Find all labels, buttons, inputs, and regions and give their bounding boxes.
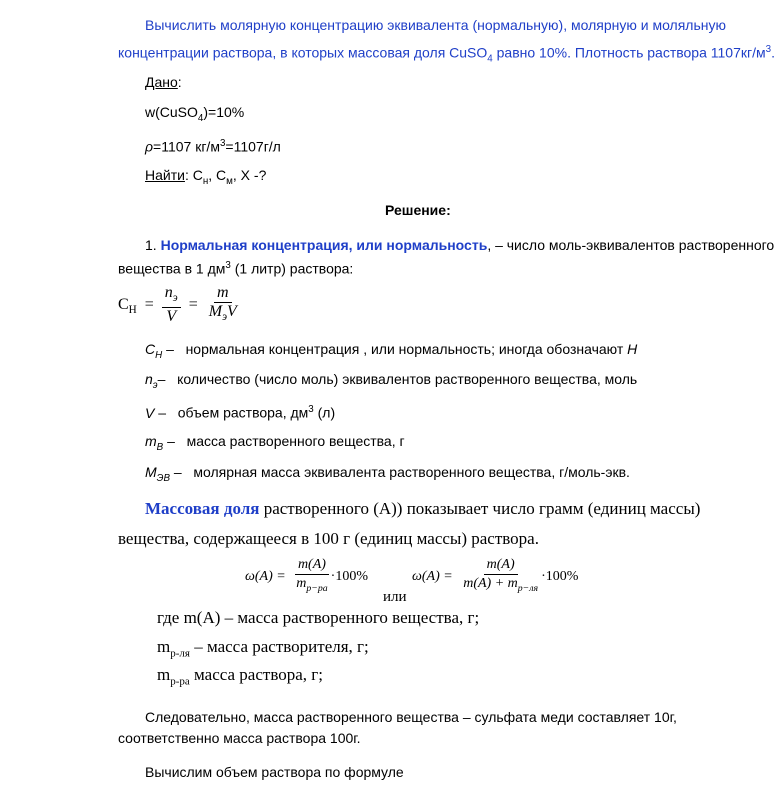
definition-equivalents: $n_э-$ количество (число моль) эквивалентов растворенного вещества, моль: [145, 371, 638, 391]
task-line-1: Вычислить молярную концентрацию эквивалента (нормальную), молярную и моляльную: [145, 17, 726, 33]
solution-heading: Решение:: [385, 202, 451, 218]
definition-normality: $C_H$ – нормальная концентрация , или нормальность; иногда обозначают Н: [145, 341, 638, 361]
given-density: ρ=1107 $кг/м^3=1107г/л$: [145, 138, 281, 155]
given-label: Дано:: [145, 74, 182, 90]
normality-definition-line-1: 1. Нормальная концентрация, или нормальность, – число моль-эквивалентов растворенного: [145, 237, 775, 253]
definition-equivalent-molar-mass: $M_{ЭB}$ – молярная масса эквивалента растворенного вещества, г/моль-экв.: [145, 464, 630, 484]
conclusion-line-2: соответственно масса раствора 100г.: [118, 730, 361, 746]
mass-fraction-formula-1: ω(A) = $\frac{m(A)}{m_{p-pa}}$ ·100%: [245, 557, 368, 594]
mass-fraction-line-2: вещества, содержащееся в 100 г (единиц массы) раствора.: [118, 529, 539, 548]
given-mass-fraction: w(CuSO$_4$)=10%: [145, 104, 245, 124]
mass-fraction-formula-2: ω(A) = $\frac{m(A)}{m(A) + m_{p-ля}}$ ·100%: [412, 557, 579, 594]
find-line: Найти: $С_н$, $С_м$, Х -?: [145, 167, 267, 187]
where-solvent-mass: $m_{р-ля}$ – масса растворителя, г;: [157, 637, 369, 660]
or-label: или: [383, 589, 407, 605]
conclusion-line-1: Следовательно, масса растворенного вещества – сульфата меди составляет 10г,: [145, 709, 677, 725]
mass-fraction-line-1: Массовая доля растворенного (А)) показывает число грамм (единиц массы): [145, 499, 701, 518]
definition-volume: V – объем раствора, $дм^3$ (л): [145, 404, 336, 421]
where-solute-mass: где m(A) – масса растворенного вещества, г;: [157, 608, 480, 627]
definition-solute-mass: $m_B$ – масса растворенного вещества, г: [145, 433, 405, 453]
volume-intro-line: Вычислим объем раствора по формуле: [145, 764, 404, 780]
normality-definition-line-2: вещества в 1 $дм^3$ (1 литр) раствора:: [118, 260, 354, 277]
normality-formula: $C_H$ = $\frac{n_э}{V}$ = $\frac{m}{M_эV}$: [118, 284, 237, 326]
where-solution-mass: $m_{р-ра}$ масса раствора, г;: [157, 665, 323, 688]
task-line-2: концентрации раствора, в которых массовая доля CuSO$_4$ равно 10%. Плотность раствора $1107кг/м^3$.: [118, 44, 775, 65]
